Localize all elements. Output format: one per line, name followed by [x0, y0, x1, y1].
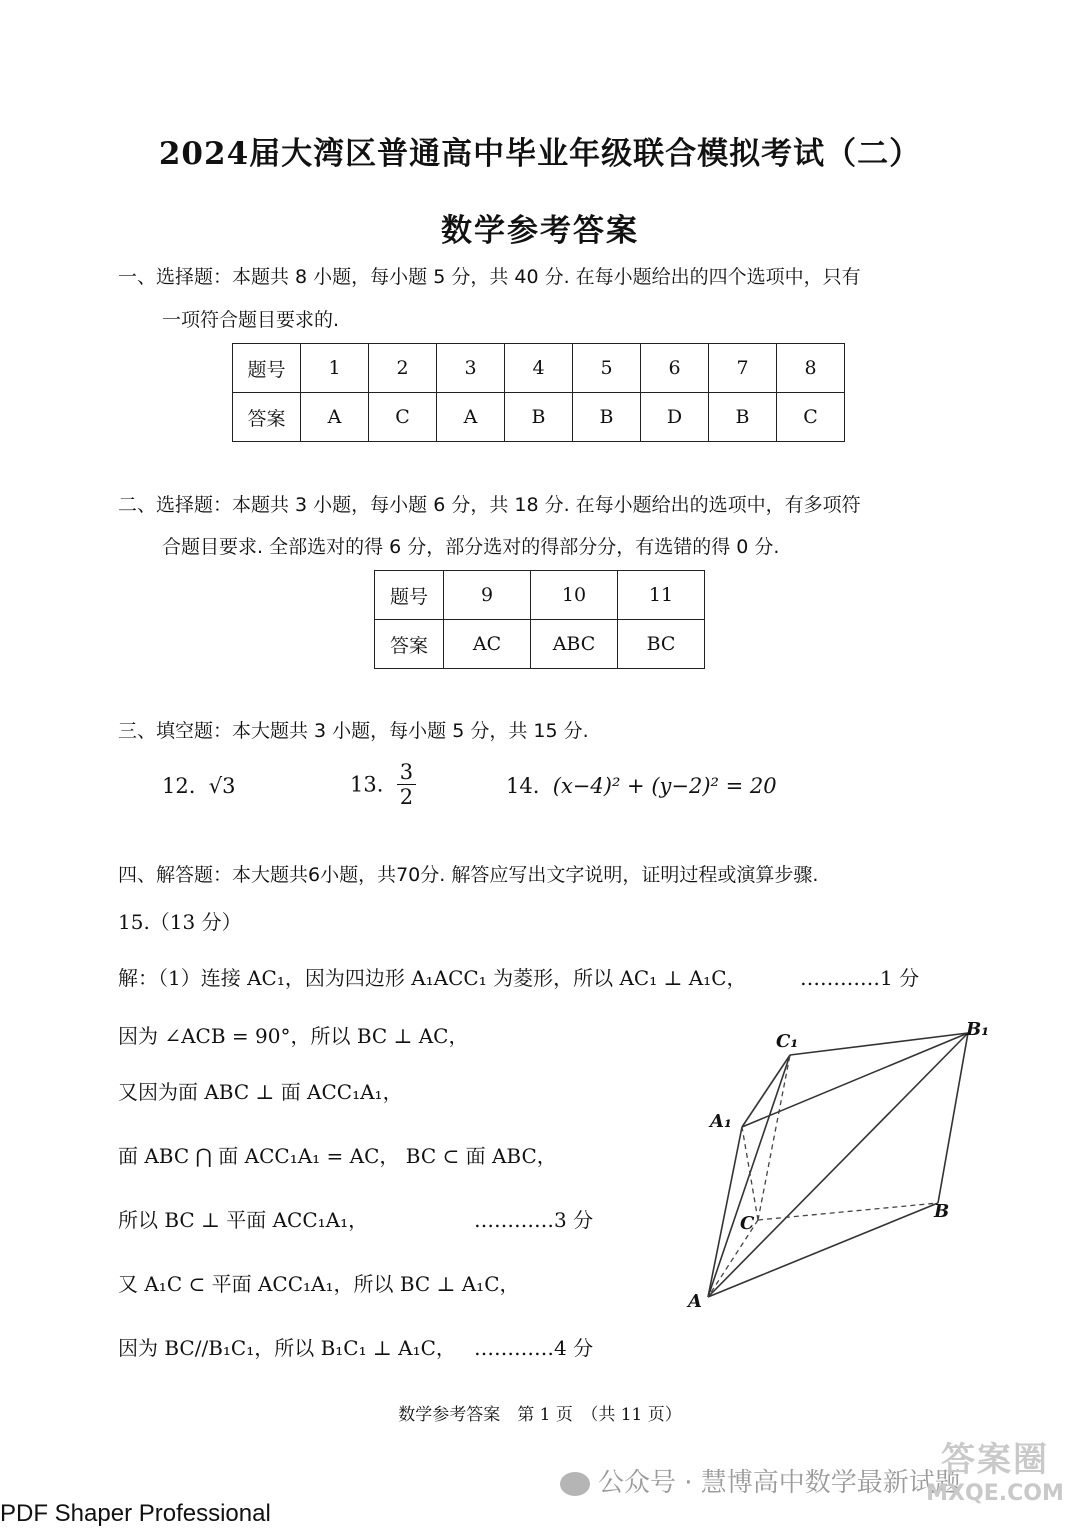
table-cell: 11 — [618, 571, 705, 620]
table-cell: BC — [618, 620, 705, 669]
answer-table-2 — [374, 570, 705, 669]
answer-12 — [162, 774, 236, 798]
edge-c-b — [758, 1203, 938, 1220]
app-name-label: PDF Shaper Professional — [0, 1500, 271, 1527]
table-cell: B — [505, 393, 573, 442]
table-cell: 6 — [641, 344, 709, 393]
solution-step: 所以 BC ⊥ 平面 ACC₁A₁， — [118, 1208, 369, 1232]
fraction — [397, 760, 416, 809]
edge-a-b1 — [708, 1033, 968, 1297]
table-cell: C — [369, 393, 437, 442]
vertex-label-a: A — [688, 1291, 702, 1312]
section3-line: 三、填空题：本大题共 3 小题，每小题 5 分，共 15 分. — [118, 720, 589, 742]
section4-line: 四、解答题：本大题共6小题，共70分. 解答应写出文字说明，证明过程或演算步骤. — [118, 864, 819, 886]
table-row-questions — [375, 571, 705, 620]
answer-13 — [350, 760, 416, 809]
table-header-cell: 答案 — [233, 393, 301, 442]
table-row-questions — [233, 344, 845, 393]
page-title: 2024届大湾区普通高中毕业年级联合模拟考试（二） — [158, 136, 922, 172]
vertex-label-b1: B₁ — [966, 1019, 990, 1040]
vertex-label-b: B — [934, 1201, 950, 1222]
step-score: …………3 分 — [474, 1208, 594, 1232]
wechat-watermark — [560, 1462, 961, 1499]
solution-step: 解：（1）连接 AC₁，因为四边形 A₁ACC₁ 为菱形，所以 AC₁ ⊥ A₁C， — [118, 966, 747, 990]
table-cell: A — [301, 393, 369, 442]
edge-a-c1 — [708, 1055, 790, 1297]
table-header-cell: 题号 — [375, 571, 444, 620]
answer-14-value: (x−4)² + (y−2)² = 20 — [552, 774, 777, 798]
step-score: …………1 分 — [800, 966, 920, 990]
page-subtitle: 数学参考答案 — [441, 213, 639, 249]
solution-step: 因为 ∠ACB = 90°，所以 BC ⊥ AC， — [118, 1024, 469, 1048]
section2-line2: 合题目要求. 全部选对的得 6 分，部分选对的得部分分，有选错的得 0 分. — [162, 536, 780, 558]
edge-c-a1 — [742, 1127, 758, 1220]
vertex-label-c1: C₁ — [776, 1031, 799, 1052]
table-cell: 7 — [709, 344, 777, 393]
step-score: …………4 分 — [474, 1336, 594, 1360]
table-row-answers — [233, 393, 845, 442]
stamp-top-text: 答案圈 — [941, 1440, 1049, 1480]
answer-12-value: √3 — [208, 774, 236, 798]
table-cell: AC — [444, 620, 531, 669]
answer-14 — [506, 774, 777, 798]
table-row-answers — [375, 620, 705, 669]
table-cell: D — [641, 393, 709, 442]
table-header-cell: 答案 — [375, 620, 444, 669]
table-cell: A — [437, 393, 505, 442]
table-cell: B — [709, 393, 777, 442]
answer-13-label: 13. — [350, 772, 384, 797]
answer-table-1 — [232, 343, 845, 442]
table-cell: 10 — [531, 571, 618, 620]
table-cell: B — [573, 393, 641, 442]
table-cell: 2 — [369, 344, 437, 393]
table-cell: 5 — [573, 344, 641, 393]
solution-step: 又 A₁C ⊂ 平面 ACC₁A₁，所以 BC ⊥ A₁C， — [118, 1272, 520, 1296]
section1-line1: 一、选择题：本题共 8 小题，每小题 5 分，共 40 分. 在每小题给出的四个选项中，只有 — [118, 266, 861, 288]
solution-step: 又因为面 ABC ⊥ 面 ACC₁A₁， — [118, 1080, 403, 1104]
table-header-cell: 题号 — [233, 344, 301, 393]
table-cell: 3 — [437, 344, 505, 393]
fraction-denominator: 2 — [399, 785, 414, 809]
answer-14-label: 14. — [506, 774, 540, 798]
section2-line1: 二、选择题：本题共 3 小题，每小题 6 分，共 18 分. 在每小题给出的选项中，有多项符 — [118, 494, 861, 516]
watermark-stamp — [920, 1432, 1070, 1522]
table-cell: ABC — [531, 620, 618, 669]
table-cell: 4 — [505, 344, 573, 393]
watermark-text: 公众号 · 慧博高中数学最新试题 — [598, 1468, 961, 1498]
table-cell: 8 — [777, 344, 845, 393]
table-cell: 1 — [301, 344, 369, 393]
answer-12-label: 12. — [162, 774, 196, 798]
page-footer: 数学参考答案 第 1 页 （共 11 页） — [398, 1405, 682, 1425]
question-15-header: 15.（13 分） — [118, 910, 242, 934]
table-cell: C — [777, 393, 845, 442]
prism-figure — [680, 1015, 1000, 1315]
section1-line2: 一项符合题目要求的. — [162, 309, 340, 331]
wechat-icon — [560, 1472, 590, 1496]
fraction-numerator: 3 — [397, 760, 416, 785]
solution-step: 因为 BC//B₁C₁，所以 B₁C₁ ⊥ A₁C， — [118, 1336, 456, 1360]
vertex-label-c: C — [740, 1213, 755, 1234]
vertex-label-a1: A₁ — [710, 1111, 732, 1132]
stamp-bottom-text: MXQE.COM — [926, 1481, 1064, 1506]
table-cell: 9 — [444, 571, 531, 620]
solution-step: 面 ABC ⋂ 面 ACC₁A₁ = AC， BC ⊂ 面 ABC， — [118, 1144, 557, 1168]
